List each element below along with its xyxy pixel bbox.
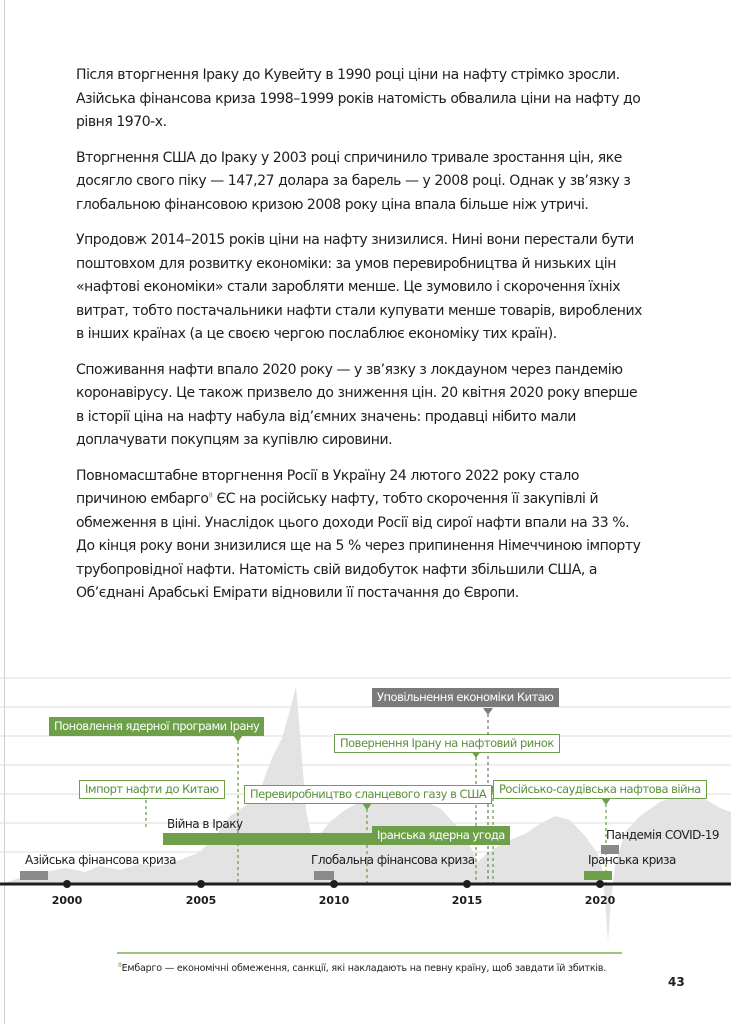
iraq-war-bar (163, 833, 372, 845)
year-label-2005: 2005 (185, 894, 217, 907)
paragraph-2: Вторгнення США до Іраку у 2003 році спричинило тривале зростання цін, яке досягло свого піку — 147,27 долара за барель — у 2008 році. Однак у зв’язку з глобальною фінансовою кризою 2008 року ціна впала більше ніж утричі. (76, 149, 631, 213)
page-number: 43 (668, 975, 685, 989)
year-label-2020: 2020 (584, 894, 616, 907)
event-russia-saudi-war: Російсько-саудівська нафтова війна (493, 780, 707, 799)
event-iran-nuclear-renewal: Поновлення ядерної програми Ірану (49, 717, 264, 736)
asian-crisis-marker (20, 871, 48, 880)
year-label-2000: 2000 (51, 894, 83, 907)
event-asian-crisis: Азійська фінансова криза (25, 853, 177, 867)
paragraph-4: Споживання нафти впало 2020 року — у зв’язку з локдауном через пандемію коронавірусу. Це також призвело до зниження цін. 20 квітня 2020 року вперше в історії ціна на нафту набула від’ємних значень: продавці нібито мали доплачувати покупцям за купівлю сировини. (76, 361, 638, 448)
paragraph-5-end: ЄС на російську нафту, тобто скорочення її закупівлі й обмеження в ціні. Унаслідок цього доходи Росії від сирої нафти впали на 33 %. До кінця року вони знизилися ще на 5 % через припинення Німеччиною імпорту трубопровідної нафти. Натомість свій видобуток нафти збільшили США, а Об’єднані Арабські Емірати відновили її постачання до Європи. (76, 491, 641, 601)
paragraph-1: Після вторгнення Іраку до Кувейту в 1990 році ціни на нафту стрімко зросли. Азійська фінансова криза 1998–1999 років натомість обвалила ціни на нафту до рівня 1970-х. (76, 67, 641, 130)
event-iran-crisis: Іранська криза (588, 853, 676, 867)
event-shale-overproduction: Перевиробництво сланцевого газу в США (244, 785, 492, 804)
article-body (76, 64, 646, 618)
year-label-2015: 2015 (451, 894, 483, 907)
event-iran-return: Повернення Ірану на нафтовий ринок (334, 734, 560, 753)
global-crisis-marker (314, 871, 334, 880)
paragraph-3: Упродовж 2014–2015 років ціни на нафту знизилися. Нині вони перестали бути поштовхом для розвитку економіки: за умов перевиробництва й низьких цін «нафтові економіки» стали заробляти менше. Це зумовило і скорочення їхніх витрат, тобто постачальники нафти стали купувати менше товарів, вироблених в інших країнах (а це своєю чергою послаблює економіку тих країн). (76, 232, 642, 342)
event-china-slowdown: Уповільнення економіки Китаю (372, 688, 559, 707)
oil-price-timeline (0, 640, 731, 950)
event-iran-nuclear-deal: Іранська ядерна угода (372, 826, 510, 845)
paragraph-5 (76, 465, 646, 606)
footnote-divider (117, 952, 622, 954)
footnote-marker: 8 (118, 962, 122, 969)
iran-crisis-marker (584, 871, 612, 880)
event-china-import: Імпорт нафти до Китаю (79, 780, 225, 799)
event-covid: Пандемія COVID-19 (606, 828, 720, 842)
footnote-text: Ембарго — економічні обмеження, санкції, які накладають на певну країну, щоб завдати їй збитків. (121, 963, 607, 975)
paragraph-5-start: Повномасштабне вторгнення Росії в Україну 24 лютого 2022 року стало причиною ембарго (76, 467, 579, 507)
year-label-2010: 2010 (318, 894, 350, 907)
footnote-8 (118, 962, 606, 974)
footnote-ref-8[interactable]: 8 (208, 491, 213, 500)
event-iraq-war: Війна в Іраку (167, 817, 243, 831)
china-slowdown-pointer (483, 708, 493, 715)
event-global-crisis: Глобальна фінансова криза (311, 853, 475, 867)
